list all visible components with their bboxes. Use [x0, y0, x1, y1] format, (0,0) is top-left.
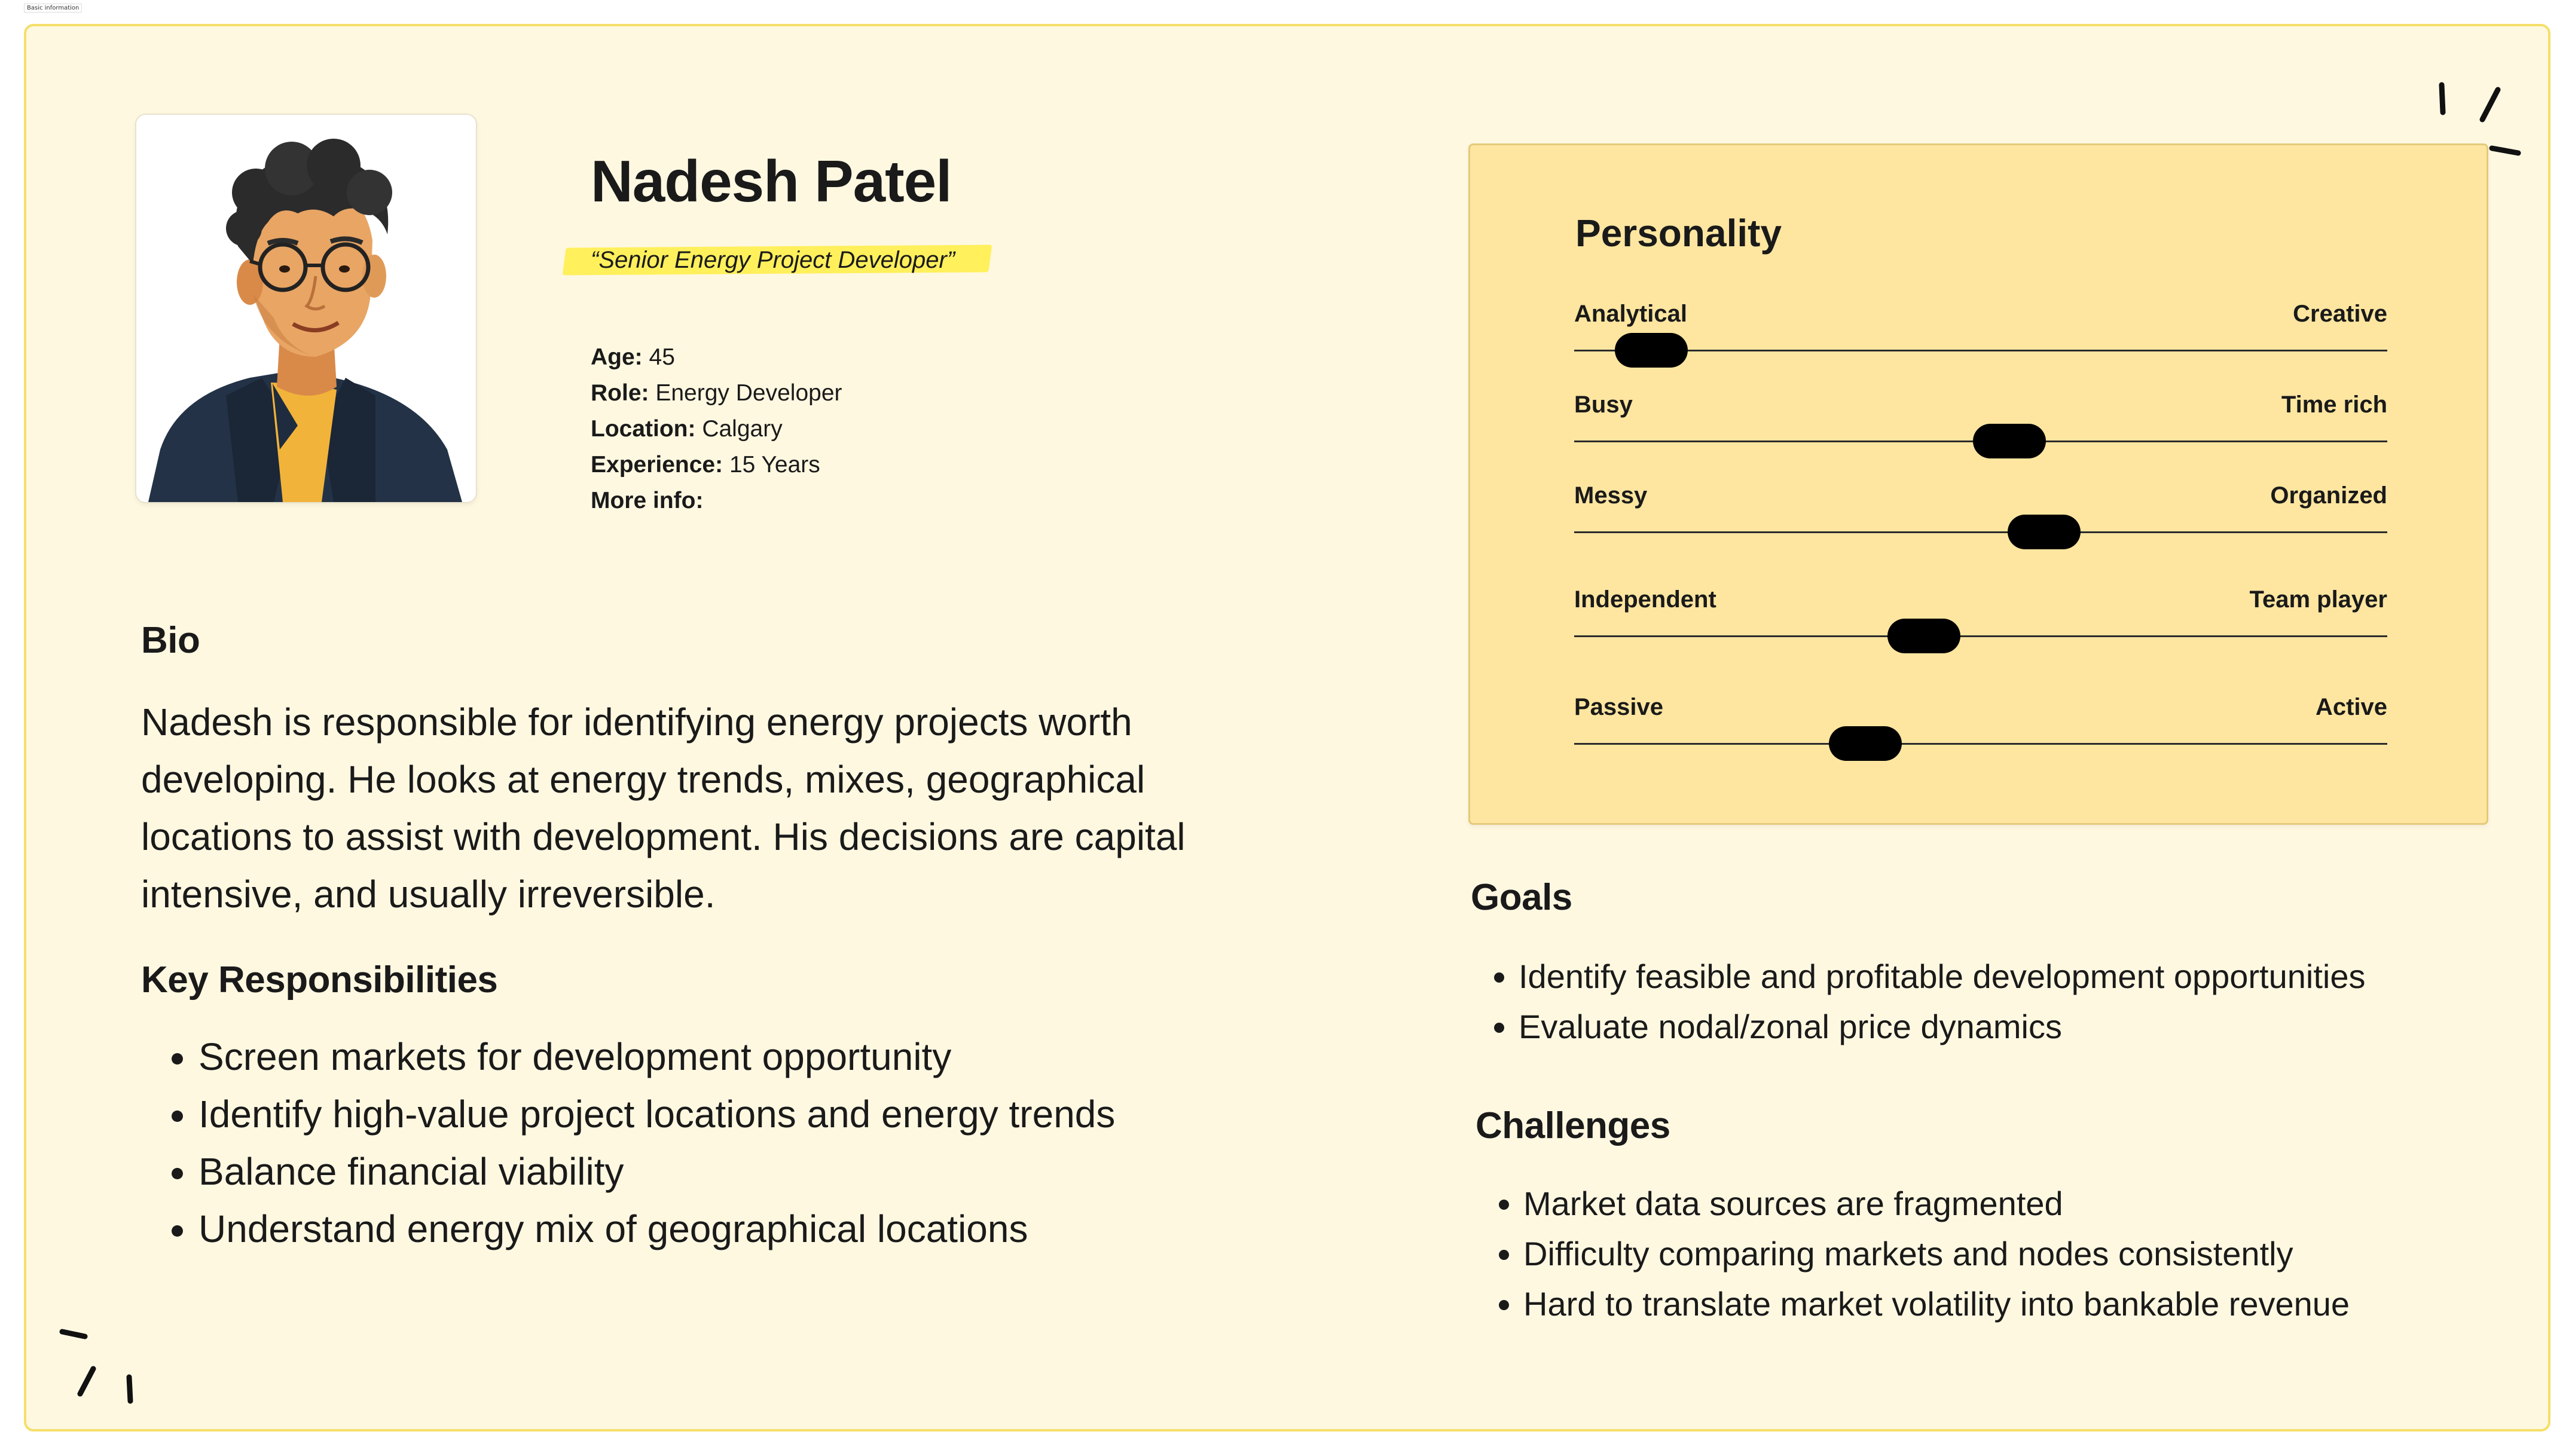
sparkle-doodle-icon	[54, 1321, 155, 1411]
list-item: • Balance financial viability	[198, 1143, 1115, 1200]
info-role: Role: Energy Developer	[591, 380, 842, 406]
trait-left-label: Busy	[1574, 391, 1633, 418]
persona-name: Nadesh Patel	[591, 148, 952, 214]
trait-right-label: Time rich	[2281, 391, 2387, 418]
trait-slider-busy-time-rich	[1574, 391, 2387, 457]
slider-track	[1574, 350, 2387, 351]
slider-handle[interactable]	[1973, 424, 2046, 458]
basic-info-list	[591, 339, 842, 519]
trait-left-label: Analytical	[1574, 301, 1687, 327]
slider-track	[1574, 635, 2387, 637]
challenges-heading: Challenges	[1476, 1105, 1670, 1146]
personality-card	[1468, 143, 2488, 825]
info-experience: Experience: 15 Years	[591, 452, 820, 478]
list-item: • Hard to translate market volatility into bankable revenue	[1523, 1279, 2350, 1329]
list-item: • Evaluate nodal/zonal price dynamics	[1519, 1002, 2366, 1052]
personality-heading: Personality	[1575, 212, 1782, 255]
list-item: • Identify high-value project locations and energy trends	[198, 1085, 1115, 1143]
trait-slider-messy-organized	[1574, 482, 2387, 548]
responsibilities-list	[141, 1028, 1115, 1258]
list-item: • Difficulty comparing markets and nodes consistently	[1523, 1229, 2350, 1279]
trait-right-label: Active	[2315, 694, 2387, 720]
list-item: • Screen markets for development opportunity	[198, 1028, 1115, 1085]
info-location: Location: Calgary	[591, 416, 783, 442]
goals-list	[1471, 952, 2366, 1052]
slider-track	[1574, 743, 2387, 745]
responsibilities-heading: Key Responsibilities	[141, 959, 498, 1001]
info-more: More info:	[591, 488, 704, 513]
list-item: • Market data sources are fragmented	[1523, 1179, 2350, 1229]
trait-left-label: Passive	[1574, 694, 1664, 720]
goals-heading: Goals	[1471, 877, 1572, 918]
portrait-illustration-icon	[136, 115, 476, 502]
slider-track	[1574, 531, 2387, 533]
trait-right-label: Team player	[2249, 586, 2387, 613]
trait-left-label: Independent	[1574, 586, 1716, 613]
trait-right-label: Organized	[2270, 482, 2387, 509]
trait-slider-independent-team-player	[1574, 586, 2387, 652]
trait-slider-passive-active	[1574, 694, 2387, 760]
challenges-list	[1476, 1179, 2350, 1329]
bio-heading: Bio	[141, 620, 200, 661]
slider-handle[interactable]	[1887, 619, 1960, 653]
avatar	[135, 114, 477, 503]
info-age: Age: 45	[591, 344, 675, 370]
slider-handle[interactable]	[1615, 333, 1688, 368]
frame-label[interactable]: Basic information	[24, 4, 82, 13]
slider-handle[interactable]	[2008, 515, 2081, 549]
sparkle-doodle-icon	[2427, 78, 2529, 161]
trait-left-label: Messy	[1574, 482, 1648, 509]
persona-title: “Senior Energy Project Developer”	[591, 247, 955, 273]
trait-slider-analytical-creative	[1574, 301, 2387, 366]
list-item: • Understand energy mix of geographical locations	[198, 1200, 1115, 1258]
list-item: • Identify feasible and profitable development opportunities	[1519, 952, 2366, 1002]
bio-text: Nadesh is responsible for identifying energy projects worth developing. He looks at energy trends, mixes, geographical locations to assist with development. His decisions are capital intensive, and usually irreversible.	[141, 701, 1186, 916]
trait-right-label: Creative	[2293, 301, 2387, 327]
slider-handle[interactable]	[1829, 726, 1902, 761]
